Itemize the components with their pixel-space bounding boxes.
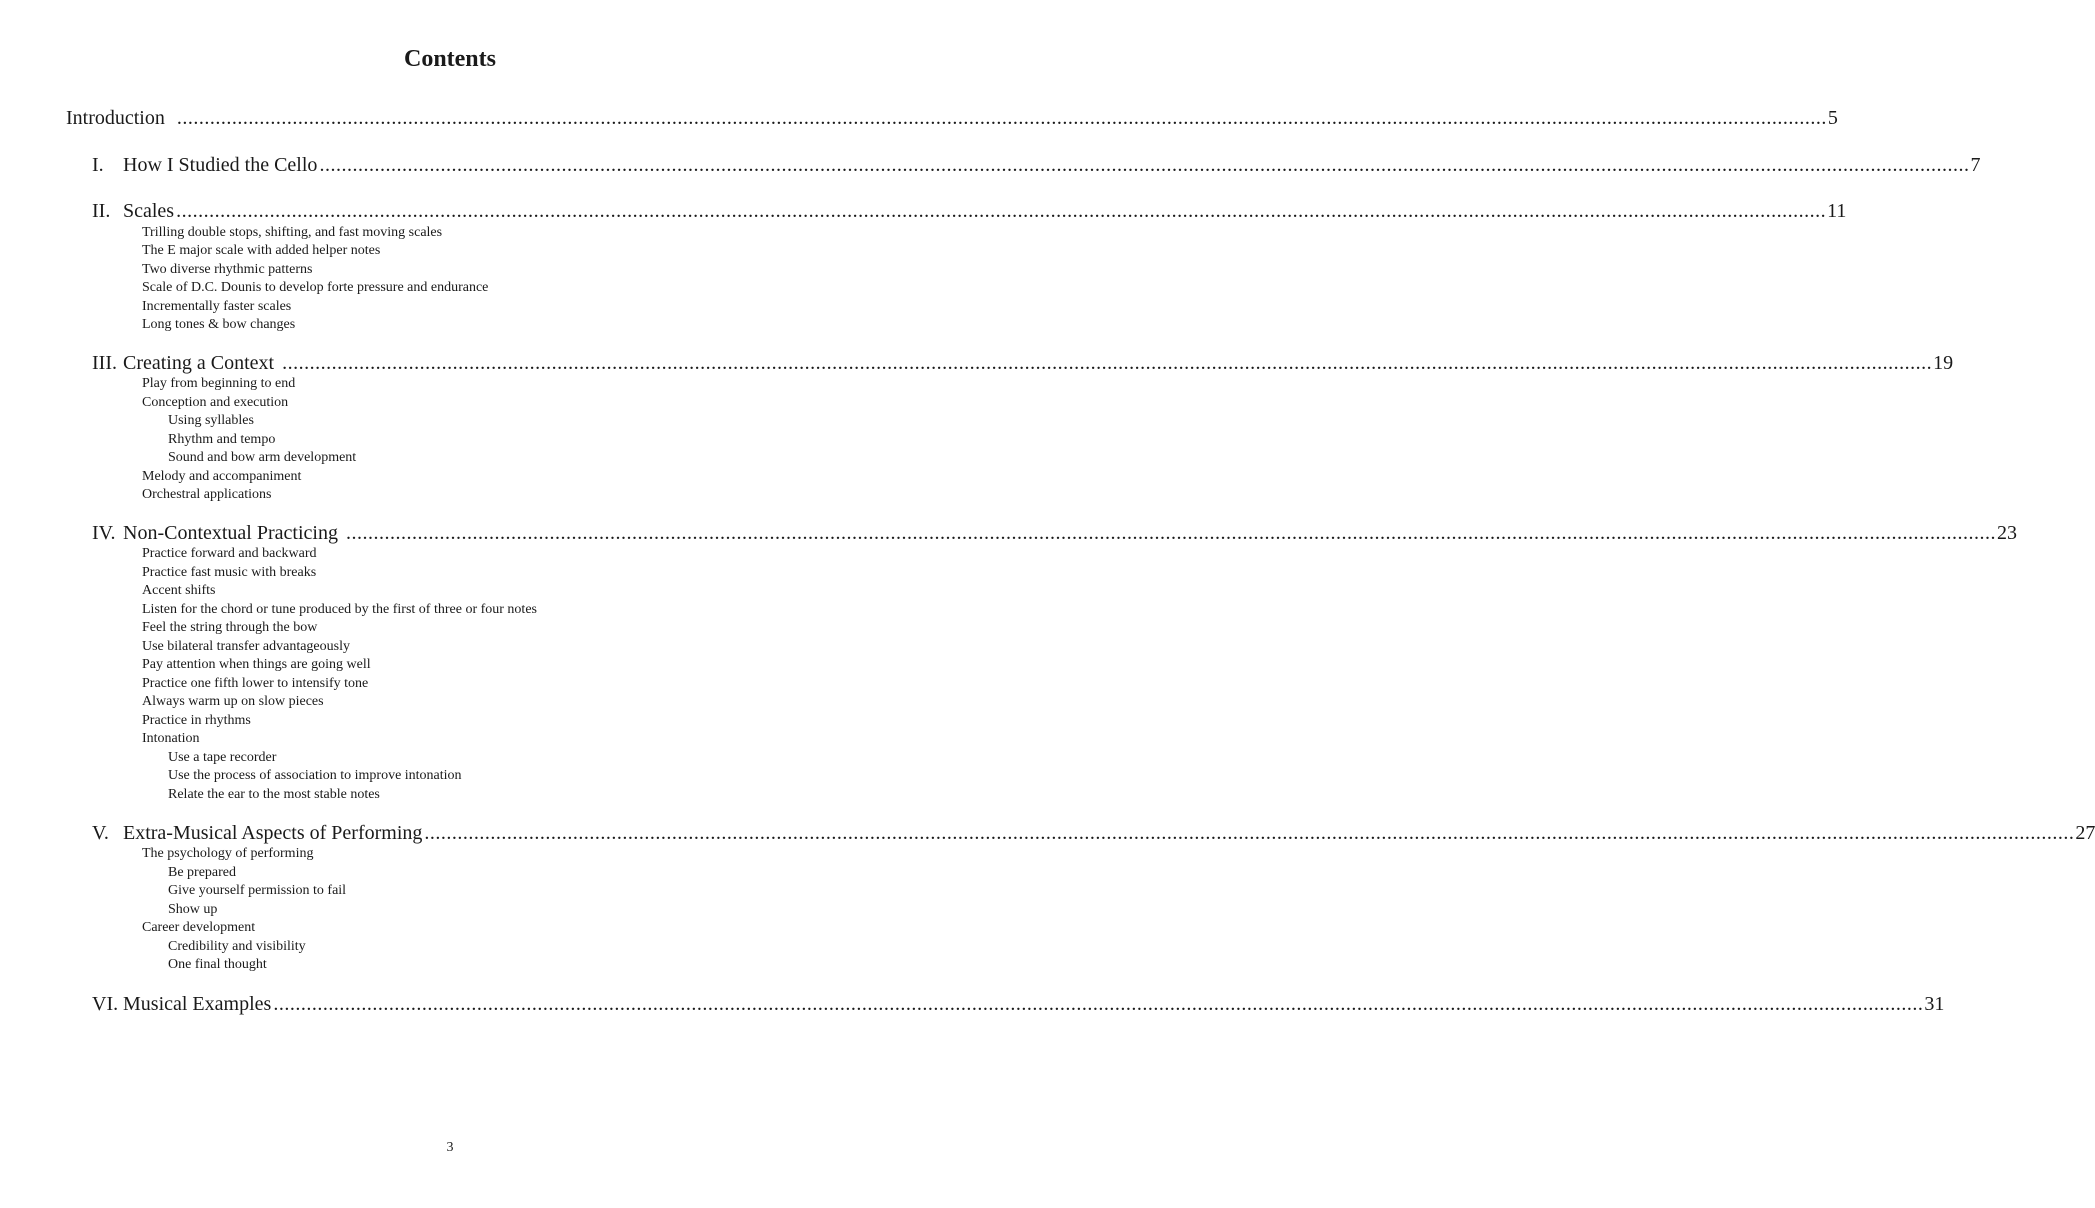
toc-entry-label: III. Creating a Context: [92, 352, 275, 374]
toc-entry-page: 19: [1933, 352, 1954, 374]
leader-dots: ............................................................................................................................................................................................................................................................................................................: [176, 200, 1827, 222]
toc-subentry[interactable]: The E major scale with added helper notes: [142, 243, 381, 258]
leader-dots: ............................................................................................................................................................................................................................................................................................................: [345, 522, 1996, 544]
toc-subentry[interactable]: Practice one fifth lower to intensify tone: [142, 676, 369, 691]
toc-entry-chapter-6[interactable]: [92, 992, 1945, 1016]
page-title: Contents: [403, 46, 496, 72]
toc-entry-introduction[interactable]: [66, 106, 1838, 130]
toc-entry-label: V. Extra-Musical Aspects of Performing: [92, 822, 423, 844]
leader-dots: ............................................................................................................................................................................................................................................................................................................: [319, 154, 1970, 176]
toc-subentry[interactable]: Practice forward and backward: [142, 546, 317, 561]
toc-subentry[interactable]: Trilling double stops, shifting, and fast moving scales: [142, 225, 443, 240]
toc-subentry[interactable]: Conception and execution: [142, 395, 289, 410]
toc-subentry[interactable]: Be prepared: [168, 865, 237, 880]
toc-subentry[interactable]: Career development: [142, 920, 256, 935]
toc-subentry[interactable]: Always warm up on slow pieces: [142, 694, 324, 709]
toc-entry-label: IV. Non-Contextual Practicing: [92, 522, 338, 544]
toc-subentry[interactable]: Pay attention when things are going well: [142, 657, 371, 672]
toc-subentry[interactable]: Melody and accompaniment: [142, 469, 302, 484]
toc-entry-label: I. How I Studied the Cello: [92, 154, 318, 176]
toc-subentry[interactable]: Practice in rhythms: [142, 713, 251, 728]
toc-subentry[interactable]: Accent shifts: [142, 583, 216, 598]
toc-entry-page: 5: [1827, 107, 1838, 129]
leader-dots: ............................................................................................................................................................................................................................................................................................................: [273, 993, 1924, 1015]
toc-entry-label: Introduction: [66, 107, 165, 129]
toc-subentry[interactable]: Credibility and visibility: [168, 939, 306, 954]
toc-entry-chapter-3[interactable]: [92, 351, 1954, 375]
leader-dots: ............................................................................................................................................................................................................................................................................................................: [282, 352, 1933, 374]
toc-entry-page: 31: [1924, 993, 1945, 1015]
toc-entry-chapter-2[interactable]: [92, 199, 1847, 223]
toc-subentry[interactable]: Long tones & bow changes: [142, 317, 296, 332]
toc-subentry[interactable]: The psychology of performing: [142, 846, 314, 861]
toc-entry-chapter-1[interactable]: [92, 153, 1981, 177]
toc-entry-page: 27: [2075, 822, 2095, 844]
toc-subentry[interactable]: Use the process of association to improve intonation: [168, 768, 462, 783]
toc-subentry[interactable]: Give yourself permission to fail: [168, 883, 347, 898]
toc-subentry[interactable]: Practice fast music with breaks: [142, 565, 317, 580]
toc-subentry[interactable]: Relate the ear to the most stable notes: [168, 787, 380, 802]
toc-subentry[interactable]: Use bilateral transfer advantageously: [142, 639, 350, 654]
toc-subentry[interactable]: Two diverse rhythmic patterns: [142, 262, 313, 277]
toc-subentry[interactable]: One final thought: [168, 957, 267, 972]
toc-entry-page: 7: [1970, 154, 1981, 176]
toc-entry-page: 11: [1827, 200, 1847, 222]
toc-entry-label: VI. Musical Examples: [92, 993, 272, 1015]
page-number: 3: [446, 1140, 454, 1155]
toc-subentry[interactable]: Incrementally faster scales: [142, 299, 292, 314]
toc-entry-chapter-4[interactable]: [92, 521, 2017, 545]
toc-subentry[interactable]: Sound and bow arm development: [168, 450, 357, 465]
toc-entry-label: II. Scales: [92, 200, 175, 222]
toc-subentry[interactable]: Use a tape recorder: [168, 750, 277, 765]
leader-dots: ............................................................................................................................................................................................................................................................................................................: [424, 822, 2075, 844]
toc-subentry[interactable]: Intonation: [142, 731, 200, 746]
toc-subentry[interactable]: Feel the string through the bow: [142, 620, 318, 635]
toc-entry-page: 23: [1996, 522, 2017, 544]
leader-dots: ............................................................................................................................................................................................................................................................................................................: [176, 107, 1827, 129]
toc-subentry[interactable]: Using syllables: [168, 413, 254, 428]
toc-subentry[interactable]: Listen for the chord or tune produced by the first of three or four notes: [142, 602, 537, 617]
toc-subentry[interactable]: Play from beginning to end: [142, 376, 296, 391]
toc-subentry[interactable]: Rhythm and tempo: [168, 432, 276, 447]
toc-subentry[interactable]: Orchestral applications: [142, 487, 272, 502]
toc-subentry[interactable]: Show up: [168, 902, 218, 917]
toc-subentry[interactable]: Scale of D.C. Dounis to develop forte pressure and endurance: [142, 280, 489, 295]
toc-entry-chapter-5[interactable]: [92, 821, 2095, 845]
